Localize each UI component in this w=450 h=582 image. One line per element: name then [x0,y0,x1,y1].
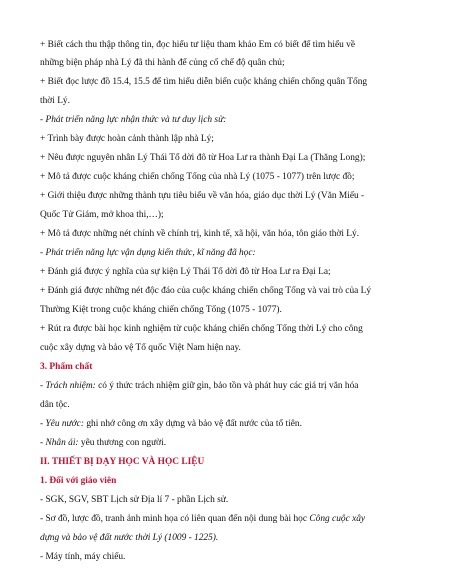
objective-ly-founding: + Trình bày được hoàn cảnh thành lập nhà Lý; [40,134,214,144]
subheading-cognition: - Phát triển năng lực nhận thức và tư duy lịch sử: [40,115,227,125]
objective-map-reading-line-2: thời Lý. [40,96,70,106]
quality-compassion [40,437,412,449]
objective-politics-economy: + Mô tả được những nét chính về chính trị, kinh tế, xã hội, văn hóa, tôn giáo thời Lý. [40,229,360,239]
objective-capital-move: + Nêu được nguyên nhân Lý Thái Tổ dời đô từ Hoa Lư ra thành Đại La (Thăng Long); [40,153,366,163]
quality-patriotism [40,418,412,430]
objective-lessons-line-1: + Rút ra được bài học kinh nghiệm từ cuộc kháng chiến chống Tống thời Lý cho công [40,324,363,334]
quality-patriotism-text: ghi nhớ công ơn xây dựng và bảo vệ đất nước của tổ tiên. [83,419,302,429]
material-maps-lesson-title: Công cuộc xây [309,514,366,524]
objective-song-resistance: + Mô tả được cuộc kháng chiến chống Tống của nhà Lý (1075 - 1077) trên lược đồ; [40,172,355,182]
section-heading-equipment: II. THIẾT BỊ DẠY HỌC VÀ HỌC LIỆU [40,457,205,467]
objective-info-gathering-line-2: những biện pháp nhà Lý đã thi hành để củng cố chế độ quân chủ; [40,58,285,68]
quality-responsibility-line-2: dân tộc. [40,400,70,410]
quality-responsibility-text: có ý thức trách nhiệm giữ gìn, bảo tồn và phát huy các giá trị văn hóa [95,381,359,391]
quality-compassion-text: yêu thương con người. [78,438,167,448]
objective-evaluate-capital-move: + Đánh giá được ý nghĩa của sự kiện Lý Thái Tổ dời đô từ Hoa Lư ra Đại La; [40,267,331,277]
quality-compassion-label: - Nhân ái: [40,438,79,448]
quality-responsibility-line-1 [40,380,412,392]
section-heading-qualities: 3. Phẩm chất [40,362,93,372]
quality-patriotism-label: - Yêu nước: [40,419,84,429]
material-computer-projector: - Máy tính, máy chiếu. [40,552,126,562]
objective-evaluate-resistance-line-1: + Đánh giá được những nét độc đáo của cuộc kháng chiến chống Tống và vai trò của Lý [40,286,372,296]
objective-info-gathering-line-1: + Biết cách thu thập thông tin, đọc hiểu tư liệu tham khảo Em có biết để tìm hiểu về [40,40,355,50]
quality-responsibility-label: - Trách nhiệm: [40,381,96,391]
material-maps-text: - Sơ đồ, lược đồ, tranh ảnh minh họa có liên quan đến nội dung bài học [40,514,310,524]
objective-map-reading-line-1: + Biết đọc lược đồ 15.4, 15.5 để tìm hiểu diễn biến cuộc kháng chiến chống quân Tống [40,77,368,87]
material-textbooks: - SGK, SGV, SBT Lịch sử Địa lí 7 - phần Lịch sử. [40,495,229,505]
objective-culture-line-2: Quốc Tử Giám, mở khoa thi,…); [40,210,164,220]
objective-evaluate-resistance-line-2: Thường Kiệt trong cuộc kháng chiến chống Tống (1075 - 1077). [40,305,282,315]
objective-lessons-line-2: cuộc xây dựng và bảo vệ Tổ quốc Việt Nam hiện nay. [40,343,241,353]
subheading-application: - Phát triển năng lực vận dụng kiến thức, kĩ năng đã học: [40,248,256,258]
objective-culture-line-1: + Giới thiệu được những thành tựu tiêu biểu về văn hóa, giáo dục thời Lý (Văn Miếu - [40,191,365,201]
material-maps-line-2: dựng và bảo vệ đất nước thời Lý (1009 - 1225). [40,533,219,543]
subsection-heading-teacher: 1. Đối với giáo viên [40,476,117,486]
material-maps-line-1 [40,513,412,525]
